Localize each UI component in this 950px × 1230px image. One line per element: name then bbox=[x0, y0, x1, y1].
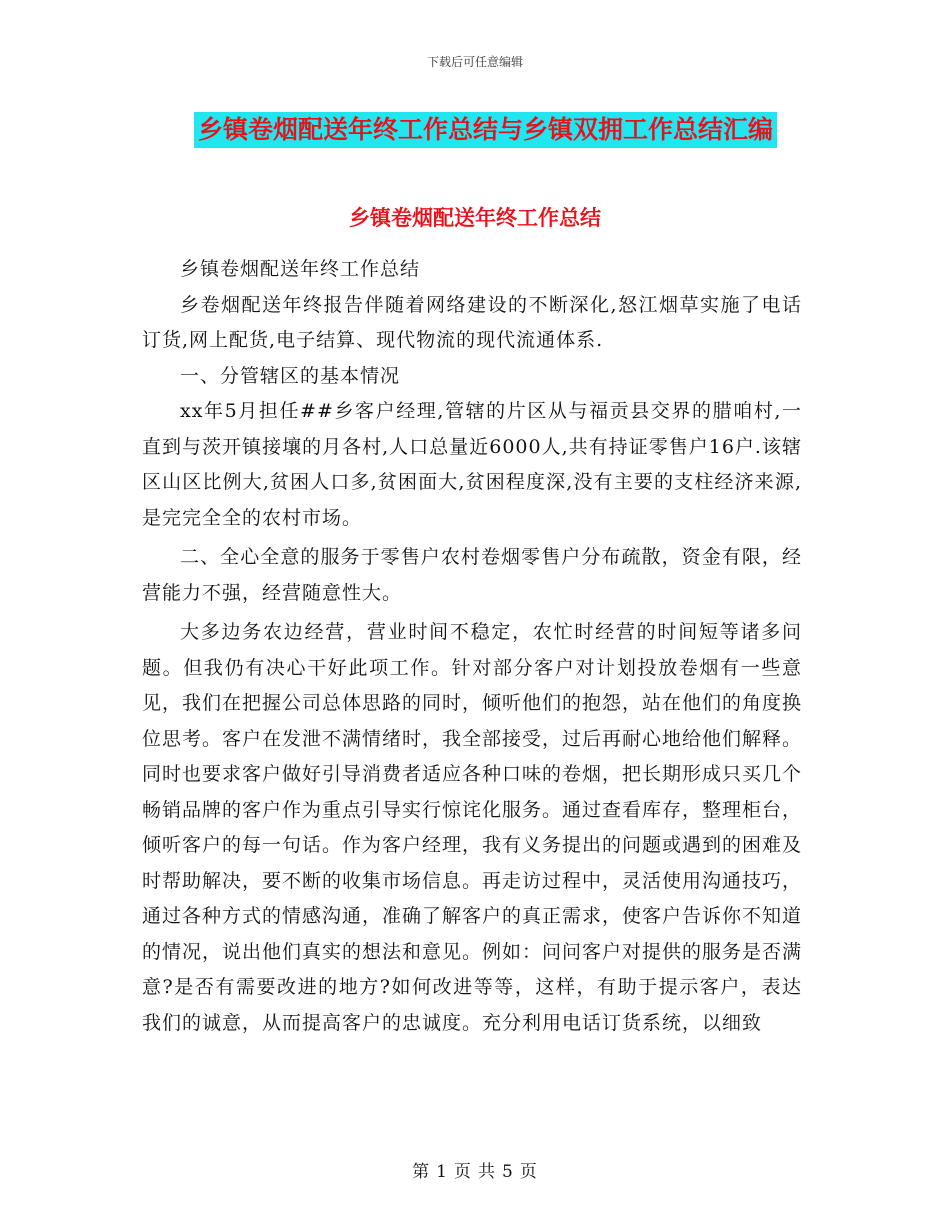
section-title: 乡镇卷烟配送年终工作总结 bbox=[349, 206, 601, 230]
document-title: 乡镇卷烟配送年终工作总结与乡镇双拥工作总结汇编 bbox=[194, 112, 777, 148]
footer-page-word: 页 bbox=[454, 1162, 472, 1182]
paragraph-heading-2: 二、全心全意的服务于零售户农村卷烟零售户分布疏散，资金有限，经营能力不强，经营随意性大。 bbox=[142, 546, 802, 604]
paragraph-heading-1: 一、分管辖区的基本情况 bbox=[180, 364, 401, 387]
footer-suffix: 页 bbox=[519, 1162, 538, 1182]
header-note: 下载后可任意编辑 bbox=[426, 55, 523, 69]
paragraph-service: 大多边务农边经营，营业时间不稳定，农忙时经营的时间短等诸多问题。但我仍有决心干好此项工作。针对部分客户对计划投放卷烟有一些意见，我们在把握公司总体思路的同时，倾听他们的抱怨，站在他们的角度换位思考。客户在发泄不满情绪时，我全部接受，过后再耐心地给他们解释。同时也要求客户做好引导消费者适应各种口味的卷烟，把长期形成只买几个畅销品牌的客户作为重点引导实行惊诧化服务。通过查看库存，整理柜台，倾听客户的每一句话。作为客户经理，我有义务提出的问题或遇到的困难及时帮助解决，要不断的收集市场信息。再走访过程中，灵活使用沟通技巧，通过各种方式的情感沟通，准确了解客户的真正需求，使客户告诉你不知道的情况，说出他们真实的想法和意见。例如：问问客户对提供的服务是否满意?是否有需要改进的地方?如何改进等等，这样，有助于提示客户，表达我们的诚意，从而提高客户的忠诚度。充分利用电话订货系统，以细致 bbox=[142, 621, 803, 1034]
paragraph-district: xx年5月担任##乡客户经理,管辖的片区从与福贡县交界的腊咱村,一直到与茨开镇接壤的月各村,人口总量近6000人,共有持证零售户16户.该辖区山区比例大,贫困人口多,贫困面大,贫困程度深,没有主要的支柱经济来源,是完完全全的农村市场。 bbox=[142, 400, 802, 529]
paragraph-intro: 乡卷烟配送年终报告伴随着网络建设的不断深化,怒江烟草实施了电话订货,网上配货,电子结算、现代物流的现代流通体系. bbox=[142, 293, 802, 351]
page-footer bbox=[0, 1157, 950, 1182]
paragraph-subtitle: 乡镇卷烟配送年终工作总结 bbox=[180, 258, 421, 280]
footer-total-pages: 5 bbox=[502, 1162, 514, 1182]
footer-total-word: 共 bbox=[478, 1162, 496, 1182]
footer-page-number: 1 bbox=[436, 1162, 448, 1182]
document-body bbox=[142, 252, 802, 1041]
footer-prefix: 第 bbox=[412, 1162, 431, 1182]
